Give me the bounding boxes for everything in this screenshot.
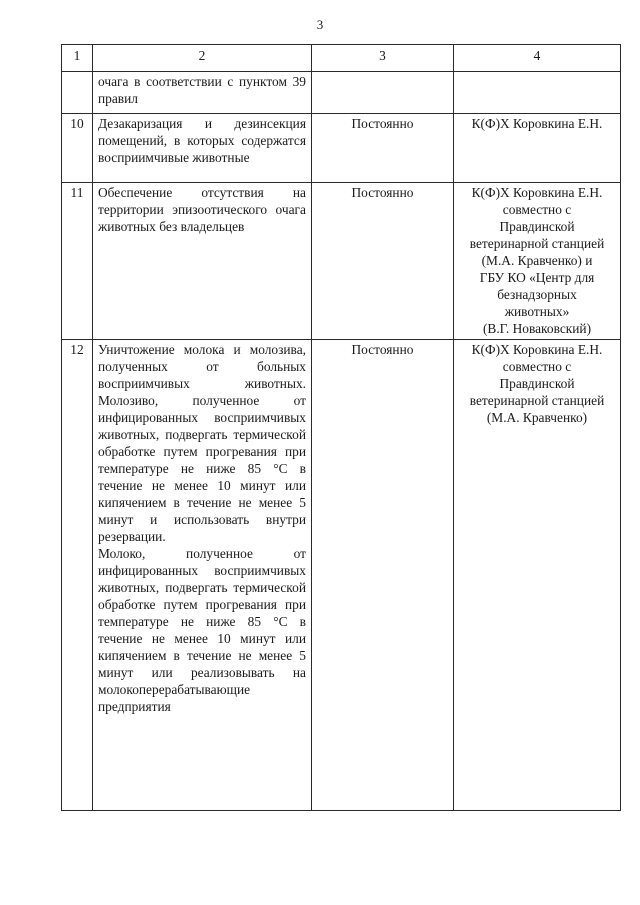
responsible-line: К(Ф)Х Коровкина Е.Н. — [471, 116, 603, 131]
measure-paragraph: Обеспечение отсутствия на территории эпизоотического очага животных без владельцев — [98, 185, 306, 234]
column-header: 2 — [93, 45, 312, 72]
responsible-line: К(Ф)Х Коровкина Е.Н. — [471, 342, 603, 357]
measure-paragraph: Молоко, полученное от инфицированных восприимчивых животных, подвергать термической обработке путем прогревания при температуре не ниже 85 °С в течение не менее 10 минут или кипячением в течение не менее 5 минут или реализовывать на молокоперерабатывающие предприятия — [98, 546, 306, 714]
responsible-line: ветеринарной станцией — [469, 393, 605, 408]
table-row — [62, 340, 621, 811]
table-row — [62, 183, 621, 340]
responsible-line: животных» — [504, 304, 570, 319]
row-number: 10 — [62, 114, 93, 183]
measure-description — [93, 72, 312, 114]
measure-paragraph: Дезакаризация и дезинсекция помещений, в которых содержатся восприимчивые животные — [98, 116, 306, 165]
measures-table — [61, 44, 621, 811]
measure-description — [93, 340, 312, 811]
measure-description — [93, 183, 312, 340]
responsible-line: совместно с — [502, 202, 572, 217]
responsible-line: Правдинской — [499, 219, 575, 234]
row-number — [62, 72, 93, 114]
row-number: 11 — [62, 183, 93, 340]
measure-term — [312, 72, 454, 114]
measure-responsible — [454, 114, 621, 183]
measure-term: Постоянно — [312, 340, 454, 811]
measure-term: Постоянно — [312, 114, 454, 183]
column-header: 3 — [312, 45, 454, 72]
measure-paragraph: Уничтожение молока и молозива, полученных от больных восприимчивых животных. Молозиво, полученное от инфицированных восприимчивых животных, подвергать термической обработке путем прогревания при температуре не ниже 85 °С в течение не менее 10 минут или кипячением в течение не менее 5 минут и использовать внутри резервации. — [98, 342, 306, 544]
table-row — [62, 72, 621, 114]
measure-paragraph: очага в соответствии с пунктом 39 правил — [98, 74, 306, 106]
responsible-line: К(Ф)Х Коровкина Е.Н. — [471, 185, 603, 200]
row-number: 12 — [62, 340, 93, 811]
measure-description — [93, 114, 312, 183]
measure-responsible — [454, 72, 621, 114]
responsible-line: (М.А. Кравченко) — [486, 410, 588, 425]
measure-responsible — [454, 183, 621, 340]
responsible-line: ГБУ КО «Центр для — [479, 270, 595, 285]
responsible-line: ветеринарной станцией — [469, 236, 605, 251]
page-number: 3 — [316, 17, 324, 32]
table-row — [62, 114, 621, 183]
column-header: 4 — [454, 45, 621, 72]
table-header-row — [62, 45, 621, 72]
responsible-line: (В.Г. Новаковский) — [482, 321, 592, 336]
column-header: 1 — [62, 45, 93, 72]
responsible-line: безнадзорных — [497, 287, 577, 302]
measure-responsible — [454, 340, 621, 811]
responsible-line: совместно с — [502, 359, 572, 374]
responsible-line: Правдинской — [499, 376, 575, 391]
measure-term: Постоянно — [312, 183, 454, 340]
responsible-line: (М.А. Кравченко) и — [481, 253, 593, 268]
